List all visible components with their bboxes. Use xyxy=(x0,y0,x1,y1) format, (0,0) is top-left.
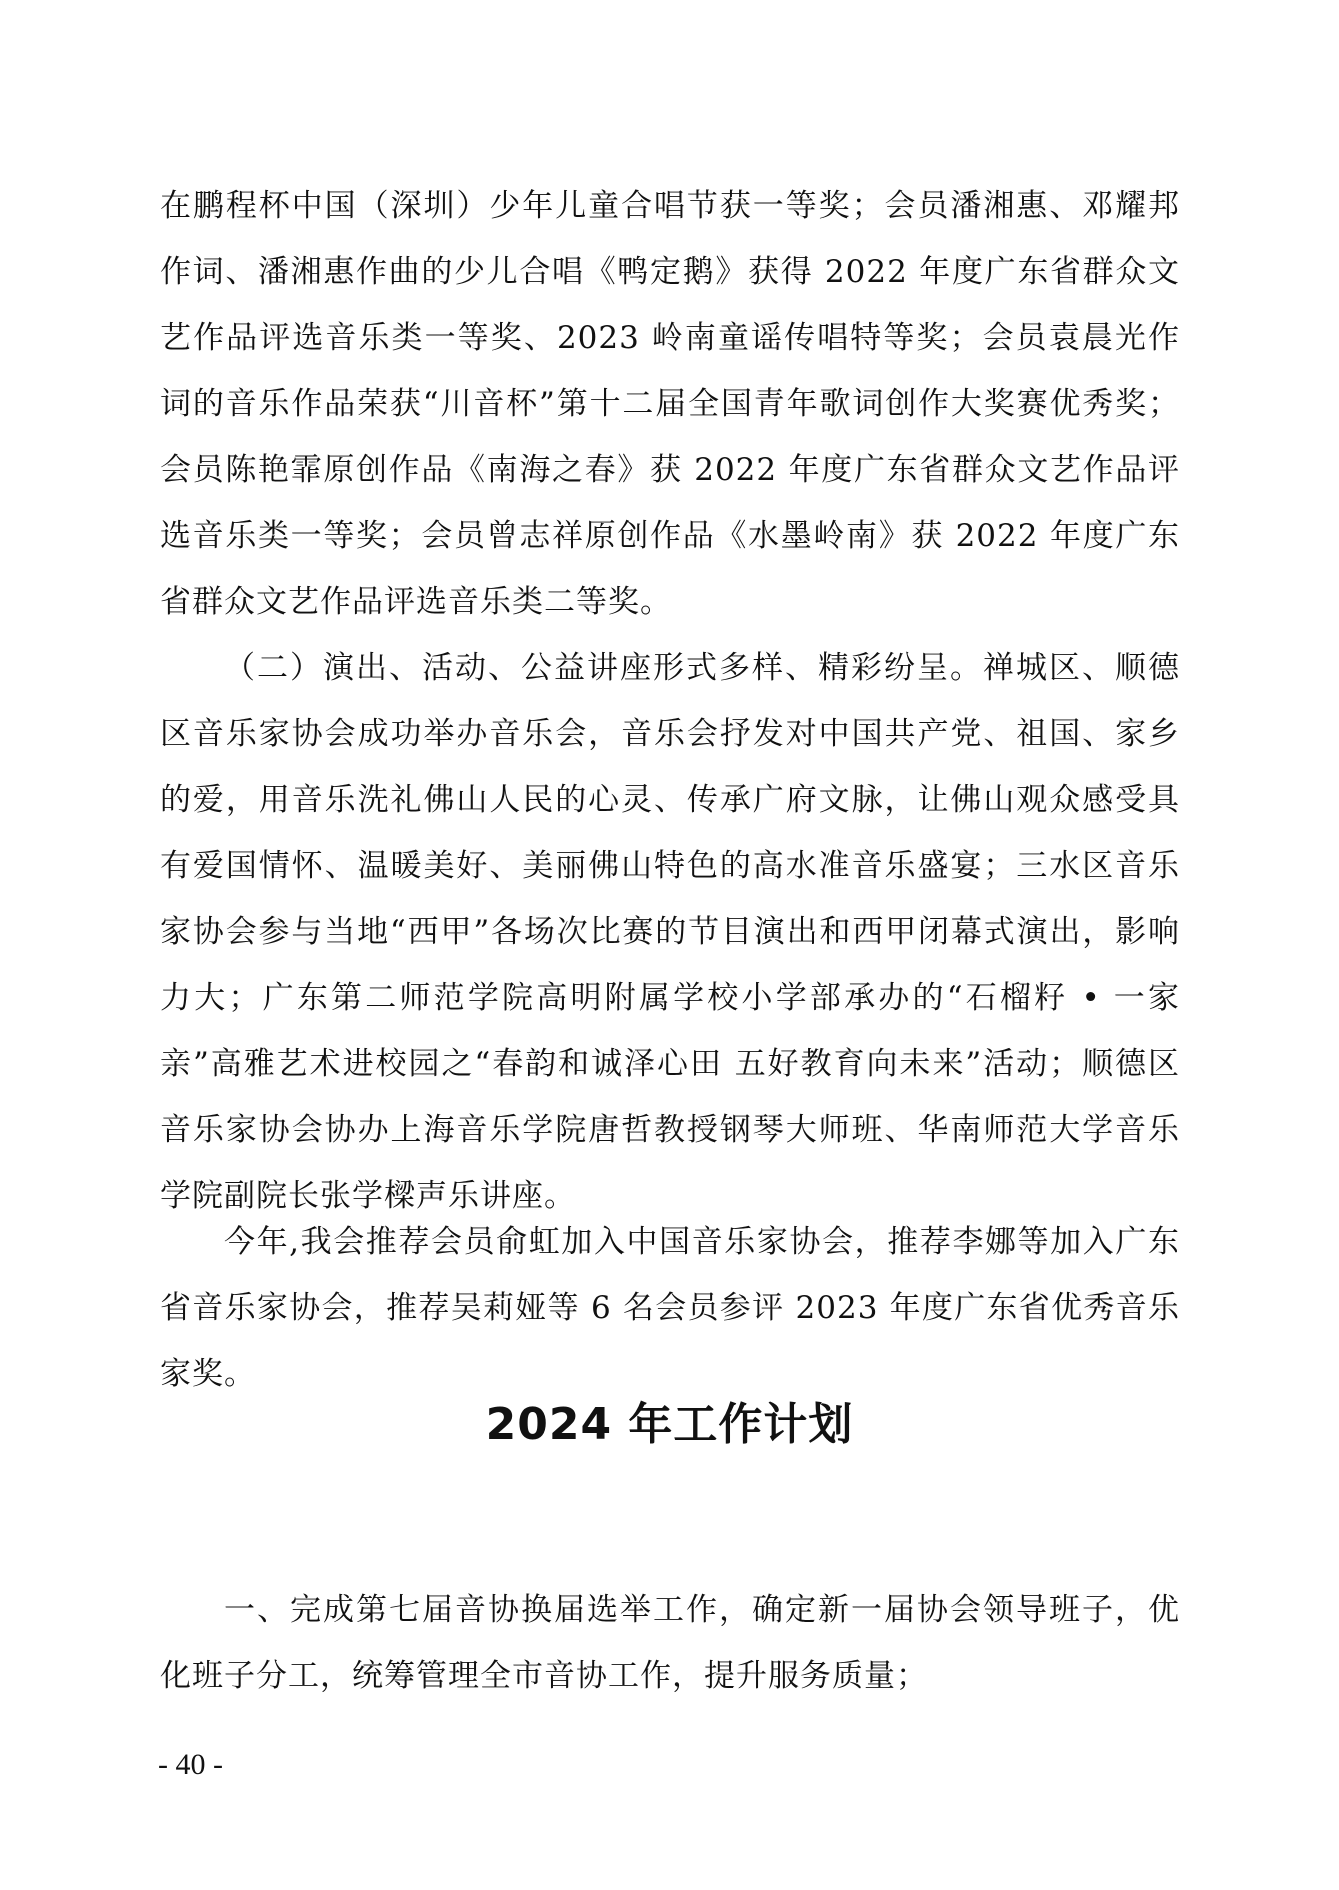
body-text-recommend xyxy=(160,1209,1180,1407)
page-number: - 40 - xyxy=(158,1748,223,1781)
paragraph-recommendations: 今年,我会推荐会员俞虹加入中国音乐家协会，推荐李娜等加入广东省音乐家协会，推荐吴莉娅等 6 名会员参评 2023 年度广东省优秀音乐家奖。 xyxy=(160,1224,1180,1392)
section-heading: 2024 年工作计划 xyxy=(485,1399,854,1450)
paragraph-awards-continued: 在鹏程杯中国（深圳）少年儿童合唱节获一等奖；会员潘湘惠、邓耀邦作词、潘湘惠作曲的少儿合唱《鸭定鹅》获得 2022 年度广东省群众文艺作品评选音乐类一等奖、2023 岭南童谣传唱特等奖；会员袁晨光作词的音乐作品荣获“川音杯”第十二届全国青年歌词创作大奖赛优秀奖；会员陈艳霏原创作品《南海之春》获 2022 年度广东省群众文艺作品评选音乐类一等奖；会员曾志祥原创作品《水墨岭南》获 2022 年度广东省群众文艺作品评选音乐类二等奖。 xyxy=(160,188,1180,620)
paragraph-performances: （二）演出、活动、公益讲座形式多样、精彩纷呈。禅城区、顺德区音乐家协会成功举办音乐会，音乐会抒发对中国共产党、祖国、家乡的爱，用音乐洗礼佛山人民的心灵、传承广府文脉，让佛山观众感受具有爱国情怀、温暖美好、美丽佛山特色的高水准音乐盛宴；三水区音乐家协会参与当地“西甲”各场次比赛的节目演出和西甲闭幕式演出，影响力大；广东第二师范学院高明附属学校小学部承办的“石榴籽 • 一家亲”高雅艺术进校园之“春韵和诚泽心田 五好教育向未来”活动；顺德区音乐家协会协办上海音乐学院唐哲教授钢琴大师班、华南师范大学音乐学院副院长张学樑声乐讲座。 xyxy=(160,650,1180,1214)
paragraph-plan-item-1: 一、完成第七届音协换届选举工作，确定新一届协会领导班子，优化班子分工，统筹管理全市音协工作，提升服务质量； xyxy=(160,1592,1180,1694)
body-text-top xyxy=(160,173,1180,1229)
body-text-plan xyxy=(160,1577,1180,1709)
